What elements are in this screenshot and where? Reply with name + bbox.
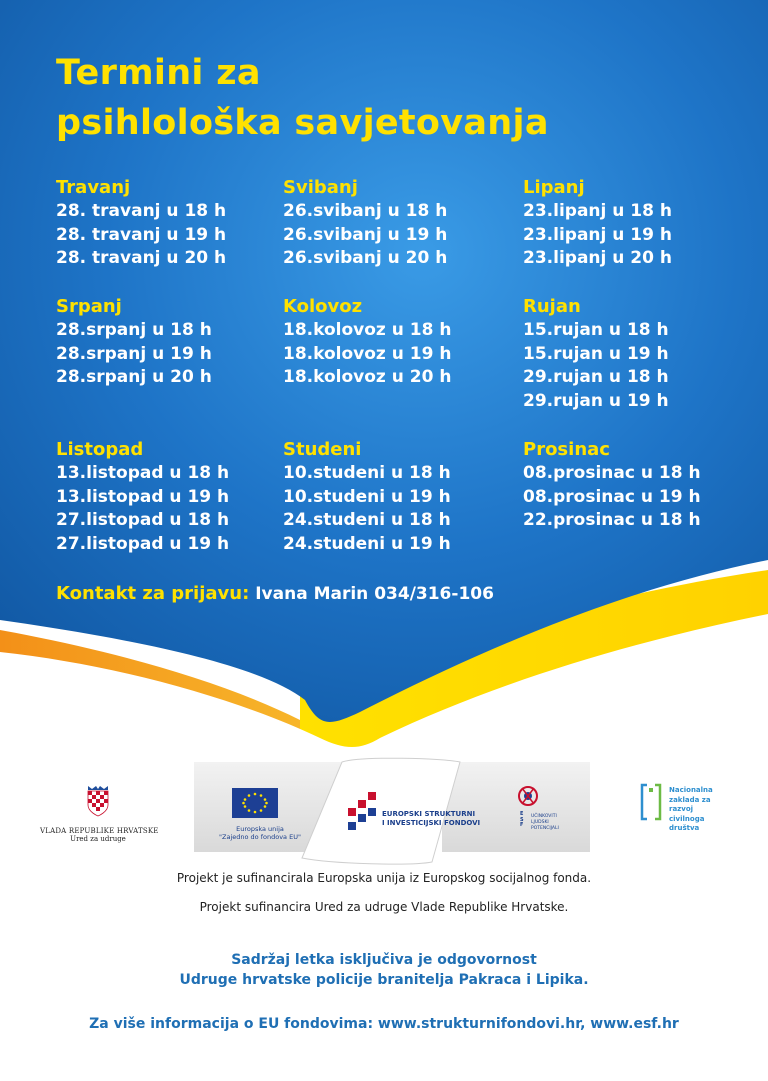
month-name: Studeni bbox=[283, 439, 362, 460]
month-block-srpanj bbox=[56, 295, 212, 390]
month-block-kolovoz bbox=[283, 295, 451, 390]
eu-line-2: "Zajedno do fondova EU" bbox=[219, 833, 301, 841]
nz-line-4: civilnoga bbox=[669, 814, 705, 823]
month-name: Kolovoz bbox=[283, 296, 363, 317]
footer-gov-cofinancing: Projekt sufinancira Ured za udruge Vlade Republike Hrvatske. bbox=[199, 900, 569, 914]
month-block-lipanj bbox=[523, 176, 672, 271]
slot: 23.lipanj u 18 h bbox=[523, 200, 672, 221]
ljud-line-1: UČINKOVITI bbox=[531, 814, 557, 819]
month-name: Rujan bbox=[523, 296, 581, 317]
month-name: Svibanj bbox=[283, 177, 358, 198]
slot: 08.prosinac u 18 h bbox=[523, 462, 701, 483]
nz-line-1: Nacionalna bbox=[669, 786, 713, 794]
contact-value: Ivana Marin 034/316-106 bbox=[249, 584, 494, 604]
slot: 29.rujan u 19 h bbox=[523, 391, 669, 412]
slot: 27.listopad u 19 h bbox=[56, 534, 230, 555]
slot: 18.kolovoz u 18 h bbox=[283, 319, 452, 340]
footer-disclaimer bbox=[0, 950, 768, 990]
slot: 26.svibanj u 19 h bbox=[283, 224, 448, 245]
nzrcd-logo bbox=[639, 782, 739, 842]
disclaimer-line-2: Udruge hrvatske policije branitelja Pakraca i Lipika. bbox=[179, 972, 589, 988]
disclaimer-line-1: Sadržaj letka isključiva je odgovornost bbox=[231, 952, 537, 968]
slot: 08.prosinac u 19 h bbox=[523, 486, 701, 507]
nzrcd-text bbox=[669, 786, 739, 834]
slot: 13.listopad u 19 h bbox=[56, 486, 230, 507]
gov-sub: Ured za udruge bbox=[70, 835, 126, 843]
slot: 23.lipanj u 20 h bbox=[523, 248, 672, 269]
esf-vertical: ESF bbox=[520, 811, 524, 828]
contact-label: Kontakt za prijavu: bbox=[56, 583, 250, 604]
slot: 26.svibanj u 20 h bbox=[283, 248, 448, 269]
eu-line-1: Europska unija bbox=[236, 825, 284, 833]
croatian-coat-of-arms-icon bbox=[86, 785, 110, 817]
slot: 10.studeni u 18 h bbox=[283, 462, 451, 483]
esif-line-1: EUROPSKI STRUKTURNI bbox=[382, 810, 476, 818]
slot: 28. travanj u 18 h bbox=[56, 200, 227, 221]
footer-more-info: Za više informacija o EU fondovima: www.strukturnifondovi.hr, www.esf.hr bbox=[89, 1016, 679, 1032]
ljud-line-2: LJUDSKI bbox=[531, 820, 549, 825]
ljud-line-3: POTENCIJALI bbox=[531, 826, 559, 831]
month-block-rujan bbox=[523, 295, 669, 414]
month-name: Srpanj bbox=[56, 296, 122, 317]
nz-line-5: društva bbox=[669, 824, 700, 832]
slot: 15.rujan u 18 h bbox=[523, 319, 669, 340]
slot: 28. travanj u 20 h bbox=[56, 248, 227, 269]
esif-line-2: I INVESTICIJSKI FONDOVI bbox=[382, 819, 481, 827]
month-block-prosinac bbox=[523, 438, 701, 533]
slot: 24.studeni u 19 h bbox=[283, 534, 451, 555]
slot: 26.svibanj u 18 h bbox=[283, 200, 448, 221]
slot: 22.prosinac u 18 h bbox=[523, 510, 701, 531]
government-logo bbox=[40, 785, 159, 843]
title-line-1: Termini za bbox=[56, 53, 261, 93]
slot: 28.srpanj u 19 h bbox=[56, 343, 212, 364]
month-name: Lipanj bbox=[523, 177, 585, 198]
ljudski-caption bbox=[531, 814, 559, 832]
slot: 28.srpanj u 18 h bbox=[56, 319, 212, 340]
gov-name: VLADA REPUBLIKE HRVATSKE bbox=[40, 827, 159, 835]
month-name: Listopad bbox=[56, 439, 144, 460]
footer-eu-cofinancing: Projekt je sufinancirala Europska unija iz Europskog socijalnog fonda. bbox=[176, 871, 592, 885]
slot: 15.rujan u 19 h bbox=[523, 343, 669, 364]
month-name: Travanj bbox=[56, 177, 131, 198]
nz-line-2: zaklada za bbox=[669, 795, 711, 804]
month-block-listopad bbox=[56, 438, 229, 557]
month-block-travanj bbox=[56, 176, 226, 271]
nzrcd-bracket-icon bbox=[639, 782, 663, 822]
slot: 27.listopad u 18 h bbox=[56, 510, 230, 531]
poster-title bbox=[56, 48, 549, 148]
slot: 28. travanj u 19 h bbox=[56, 224, 227, 245]
slot: 10.studeni u 19 h bbox=[283, 486, 451, 507]
month-name: Prosinac bbox=[523, 439, 610, 460]
nz-line-3: razvoj bbox=[669, 805, 694, 813]
slot: 23.lipanj u 19 h bbox=[523, 224, 672, 245]
month-block-svibanj bbox=[283, 176, 447, 271]
slot: 18.kolovoz u 20 h bbox=[283, 367, 452, 388]
slot: 28.srpanj u 20 h bbox=[56, 367, 212, 388]
slot: 13.listopad u 18 h bbox=[56, 462, 230, 483]
title-line-2: psihlološka savjetovanja bbox=[56, 103, 549, 143]
slot: 18.kolovoz u 19 h bbox=[283, 343, 452, 364]
esif-caption bbox=[382, 810, 480, 828]
slot: 29.rujan u 18 h bbox=[523, 367, 669, 388]
contact-line bbox=[56, 583, 494, 604]
month-block-studeni bbox=[283, 438, 451, 557]
slot: 24.studeni u 18 h bbox=[283, 510, 451, 531]
eu-flag-icon bbox=[232, 788, 278, 818]
eu-caption bbox=[218, 825, 302, 841]
